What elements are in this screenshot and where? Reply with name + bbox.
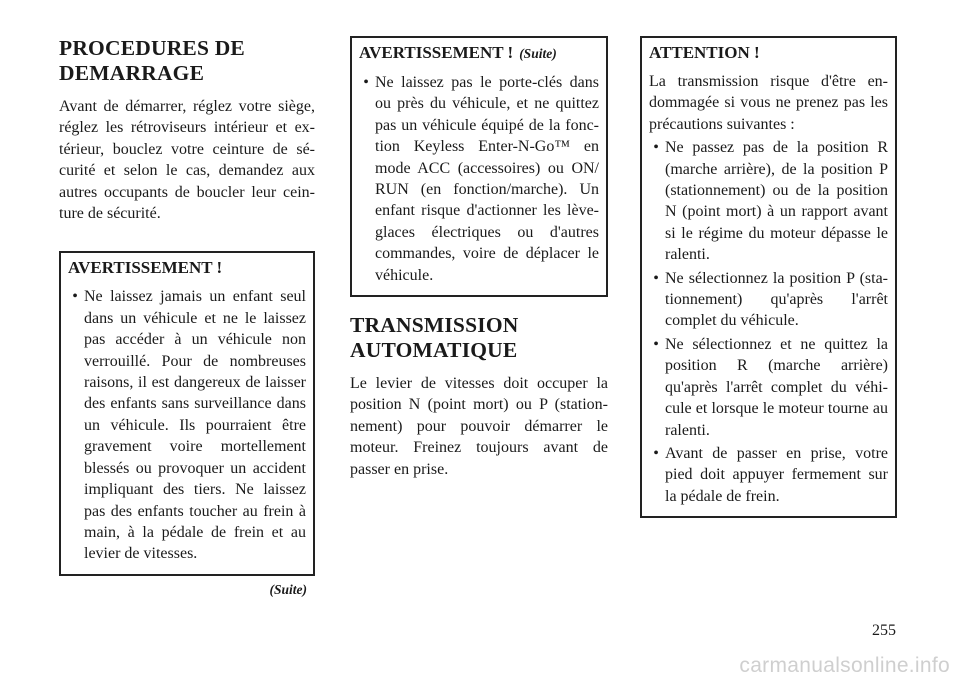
warning-title-continued: [359, 42, 599, 65]
list-item-text: Ne laissez jamais un enfant seul dans un véhicule et ne le laissez pas accéder à un véhicule non verrouillé. Pour de nombreuses raisons, il est dangereux de laisser des enfants sans surveillance dans un véhicule. Ils pourraient être gravement voire mortellement blessés ou provoquer un accident impliquant des tiers. Ne laissez pas des enfants toucher au frein à main, à la pédale de frein et au levier de vitesses.: [84, 288, 306, 563]
column-right: [640, 36, 897, 518]
column-middle: [350, 36, 608, 480]
attention-box: [640, 36, 897, 518]
continued-inline-label: (Suite): [519, 46, 557, 61]
attention-title: ATTENTION !: [649, 43, 760, 62]
list-item-text: Ne sélectionnez la position P (sta-tionnement) qu'après l'arrêt complet du véhicule.: [665, 269, 888, 330]
bullet-dot: •: [653, 269, 659, 287]
list-item-text: Ne laissez pas le porte-clés dans ou près du véhicule, et ne quittez pas un véhicule équipé de la fonc-tion Keyless Enter-N-Go™ en mode ACC (accessoires) ou ON/ RUN (en fonction/marche). Un enfant risque d'actionner les lève-glaces électriques ou d'autres commandes, voire de déplacer le véhicule.: [375, 74, 599, 284]
list-item: [649, 268, 888, 332]
bullet-dot: •: [363, 74, 369, 91]
bullet-dot: •: [653, 335, 659, 353]
section-title-transmission: TRANSMISSION AUTOMATIQUE: [350, 313, 519, 363]
list-item-text: Ne sélectionnez et ne quittez la position R (marche arrière) qu'après l'arrêt complet du véhi-cule et lorsque le moteur tourne au ralenti.: [665, 335, 888, 439]
attention-intro: La transmission risque d'être en-dommagée si vous ne prenez pas les précautions suivantes :: [649, 73, 888, 133]
bullet-dot: •: [653, 139, 659, 157]
list-item: [649, 443, 888, 507]
bullet-dot: •: [653, 444, 659, 462]
warning-bullet-list: [359, 72, 599, 286]
list-item: [68, 286, 306, 564]
page-number: 255: [872, 622, 896, 639]
intro-paragraph: Avant de démarrer, réglez votre siège, réglez les rétroviseurs intérieur et ex-térieur, bouclez votre ceinture de sé-curité et selon le cas, demandez aux autres occupants de boucler leur cein-ture de sécurité.: [59, 98, 315, 223]
warning-box-continued: [350, 36, 608, 297]
list-item: [649, 334, 888, 441]
attention-bullet-list: [649, 137, 888, 507]
section-title-procedures: PROCEDURES DE DEMARRAGE: [59, 36, 245, 85]
list-item-text: Ne passez pas de la position R (marche arrière), de la position P (stationnement) ou de la position N (point mort) à un rapport avant si le régime du moteur dépasse le ralenti.: [665, 139, 888, 264]
list-item: [649, 137, 888, 265]
warning-title-text: AVERTISSEMENT !: [359, 43, 514, 62]
watermark: carmanualsonline.info: [739, 654, 950, 677]
continued-label: (Suite): [269, 581, 307, 597]
transmission-paragraph: Le levier de vitesses doit occuper la position N (point mort) ou P (station-nement) pour pouvoir démarrer le moteur. Freinez toujours avant de passer en prise.: [350, 375, 608, 478]
list-item-text: Avant de passer en prise, votre pied doit appuyer fermement sur la pédale de frein.: [665, 444, 888, 505]
list-item: [359, 72, 599, 286]
warning-bullet-list: [68, 286, 306, 564]
bullet-dot: •: [72, 288, 78, 306]
column-left: [59, 36, 315, 598]
warning-box: [59, 251, 315, 575]
warning-title: AVERTISSEMENT !: [68, 258, 223, 278]
